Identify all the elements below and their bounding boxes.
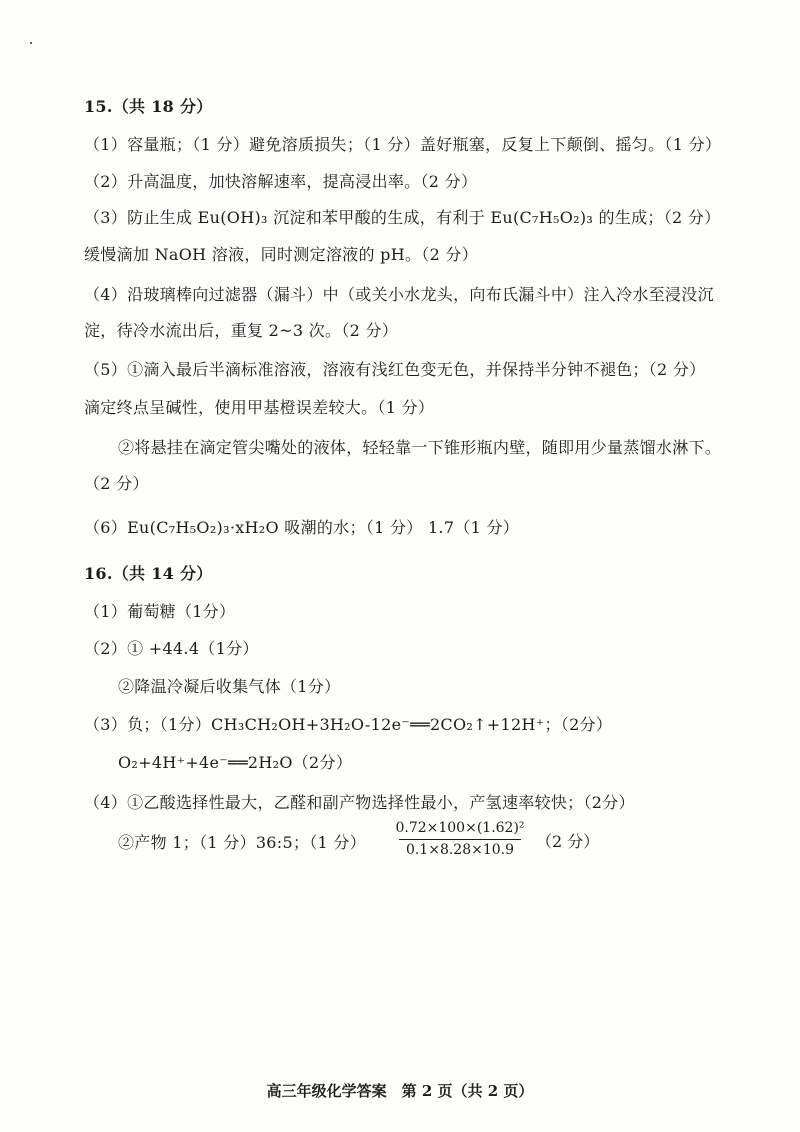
q15-part2: （2）升高温度，加快溶解速率，提高浸出率。（2 分） [84,172,478,191]
q15-part4-line2: 淀，待冷水流出后，重复 2~3 次。（2 分） [84,321,399,340]
page-footer: 高三年级化学答案 第 2 页（共 2 页） [266,1082,534,1100]
q15-part5-line3: ②将悬挂在滴定管尖嘴处的液体，轻轻靠一下锥形瓶内壁，随即用少量蒸馏水淋下。 [118,438,722,457]
q15-part6: （6）Eu(C₇H₅O₂)₃·xH₂O 吸潮的水；（1 分） 1.7（1 分） [84,518,520,537]
q15-part5-line1: （5）①滴入最后半滴标准溶液，溶液有浅红色变无色，并保持半分钟不褪色；（2 分） [84,360,706,379]
fraction-numerator: 0.72×100×(1.62)² [395,820,525,836]
q16-title: 16.（共 14 分） [84,564,213,583]
kp-fraction-expression [395,819,525,859]
q15-part4-line1: （4）沿玻璃棒向过滤器（漏斗）中（或关小水龙头，向布氏漏斗中）注入冷水至浸没沉 [84,285,714,304]
scan-speck [30,42,32,44]
q15-part3-line2: 缓慢滴加 NaOH 溶液，同时测定溶液的 pH。（2 分） [84,245,479,264]
fraction-score: （2 分） [536,832,600,851]
q16-part3-line1: （3）负；（1分）CH₃CH₂OH+3H₂O-12e⁻══2CO₂↑+12H⁺；（2分） [84,715,613,734]
q16-part3-line2: O₂+4H⁺+4e⁻══2H₂O（2分） [118,753,353,772]
q16-part4-line2: ②产物 1；（1 分）36:5；（1 分） [118,833,367,852]
q15-part1: （1）容量瓶；（1 分）避免溶质损失；（1 分）盖好瓶塞，反复上下颠倒、摇匀。（1 分） [84,135,722,154]
q15-title: 15.（共 18 分） [84,97,213,116]
fraction-bar [399,839,521,840]
q15-part5-line4: （2 分） [84,474,149,493]
q15-part5-line2: 滴定终点呈碱性，使用甲基橙误差较大。（1 分） [84,398,435,417]
q16-part4-line1: （4）①乙酸选择性最大，乙醛和副产物选择性最小，产氢速率较快；（2分） [84,793,635,812]
q16-part2-line2: ②降温冷凝后收集气体（1分） [118,677,341,696]
q16-part2-line1: （2）① +44.4（1分） [84,639,259,658]
q15-part3-line1: （3）防止生成 Eu(OH)₃ 沉淀和苯甲酸的生成，有利于 Eu(C₇H₅O₂)₃ 的生成；（2 分） [84,208,721,227]
fraction-denominator: 0.1×8.28×10.9 [405,842,515,858]
q16-part1: （1）葡萄糖（1分） [84,602,236,621]
